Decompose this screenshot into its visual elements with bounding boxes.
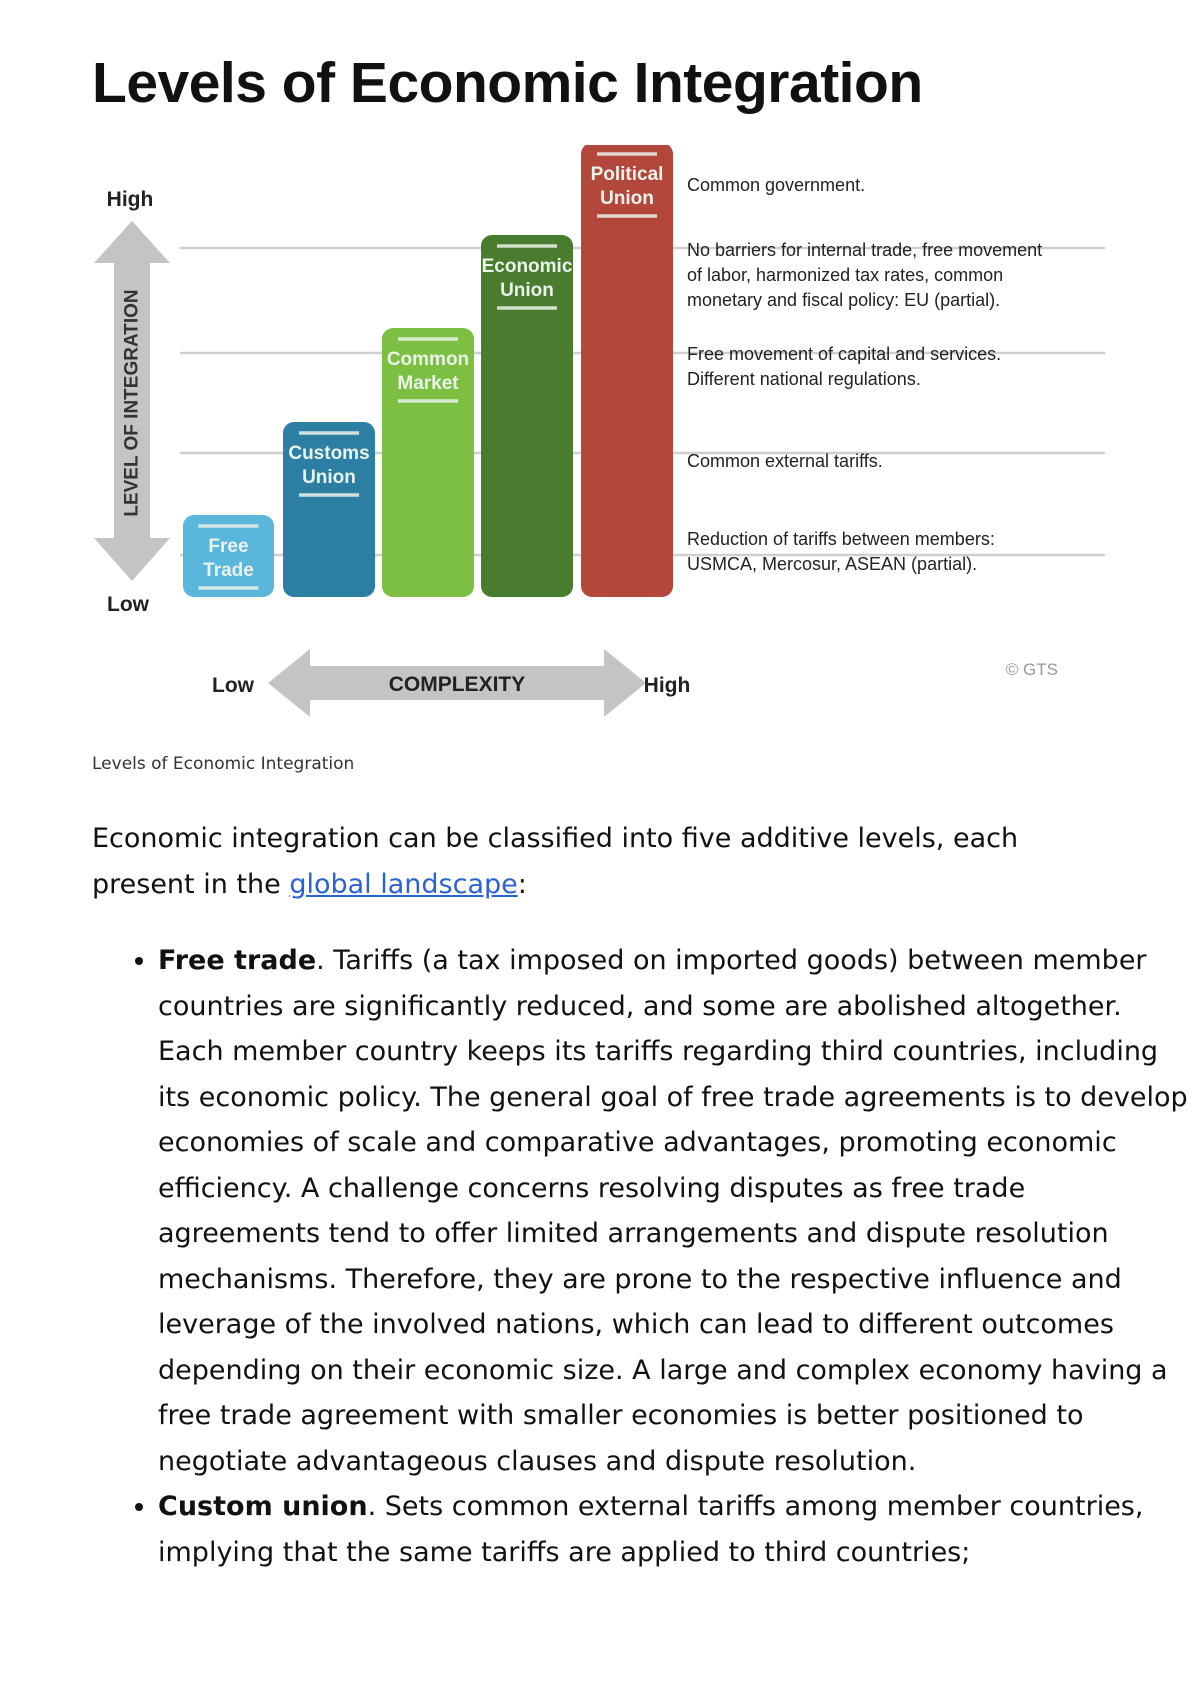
y-axis-label: LEVEL OF INTEGRATION: [121, 289, 143, 517]
y-axis-high-label: High: [106, 188, 154, 211]
copyright-credit: © GTS: [1005, 660, 1058, 679]
x-axis-high-label: High: [643, 674, 691, 697]
level-bar-label: Free: [208, 536, 249, 557]
intro-text: Economic integration can be classified into five additive levels, each present in the: [92, 823, 1019, 900]
list-item-term: Free trade: [158, 945, 317, 976]
page-title: Levels of Economic Integration: [92, 51, 923, 115]
level-bar-label: Trade: [203, 560, 254, 581]
list-item-custom-union: [158, 1484, 1188, 1575]
level-description: Free movement of capital and services.: [687, 344, 1002, 364]
x-axis-low-label: Low: [212, 674, 254, 697]
level-bar-political-union: [581, 145, 673, 597]
level-description: Common government.: [687, 175, 866, 195]
level-bar-label: Union: [302, 467, 356, 488]
level-bar-label: Market: [397, 373, 459, 394]
integration-diagram: [88, 145, 1118, 745]
list-item-text: . Sets common external tariffs among member countries, implying that the same tariffs are applied to third countries;: [158, 1491, 1144, 1568]
level-bar-label: Union: [500, 280, 554, 301]
level-description: monetary and fiscal policy: EU (partial).: [687, 290, 1001, 310]
level-description: USMCA, Mercosur, ASEAN (partial).: [687, 554, 978, 574]
intro-paragraph: [92, 816, 1122, 908]
list-item-free-trade: [158, 938, 1188, 1484]
level-bar-label: Economic: [481, 256, 573, 277]
intro-text-end: :: [517, 869, 527, 900]
integration-diagram-svg: [88, 145, 1118, 745]
level-description: Different national regulations.: [687, 369, 921, 389]
level-bar-label: Union: [600, 188, 654, 209]
list-item-text: . Tariffs (a tax imposed on imported goods) between member countries are significantly reduced, and some are abolished altogether. Each member country keeps its tariffs regarding third countries, including its economic policy. The general goal of free trade agreements is to develop economies of scale and comparative advantages, promoting economic efficiency. A challenge concerns resolving disputes as free trade agreements tend to offer limited arrangements and dispute resolution mechanisms. Therefore, they are prone to the respective influence and leverage of the involved nations, which can lead to different outcomes depending on their economic size. A large and complex economy having a free trade agreement with smaller economies is better positioned to negotiate advantageous clauses and dispute resolution.: [158, 945, 1188, 1477]
level-bar-label: Common: [386, 349, 470, 370]
x-axis-label: COMPLEXITY: [388, 673, 526, 696]
level-description: Common external tariffs.: [687, 451, 883, 471]
level-description: No barriers for internal trade, free movement: [687, 240, 1043, 260]
y-axis-low-label: Low: [107, 593, 149, 616]
figure-caption: Levels of Economic Integration: [92, 754, 355, 774]
global-landscape-link[interactable]: global landscape: [289, 869, 518, 900]
levels-group: [183, 145, 1042, 597]
level-description: of labor, harmonized tax rates, common: [687, 265, 1004, 285]
level-description: Reduction of tariffs between members:: [687, 529, 995, 549]
level-bar-label: Customs: [288, 443, 370, 464]
level-bar-label: Political: [590, 164, 664, 185]
levels-list: [92, 938, 1188, 1575]
list-item-term: Custom union: [158, 1491, 368, 1522]
